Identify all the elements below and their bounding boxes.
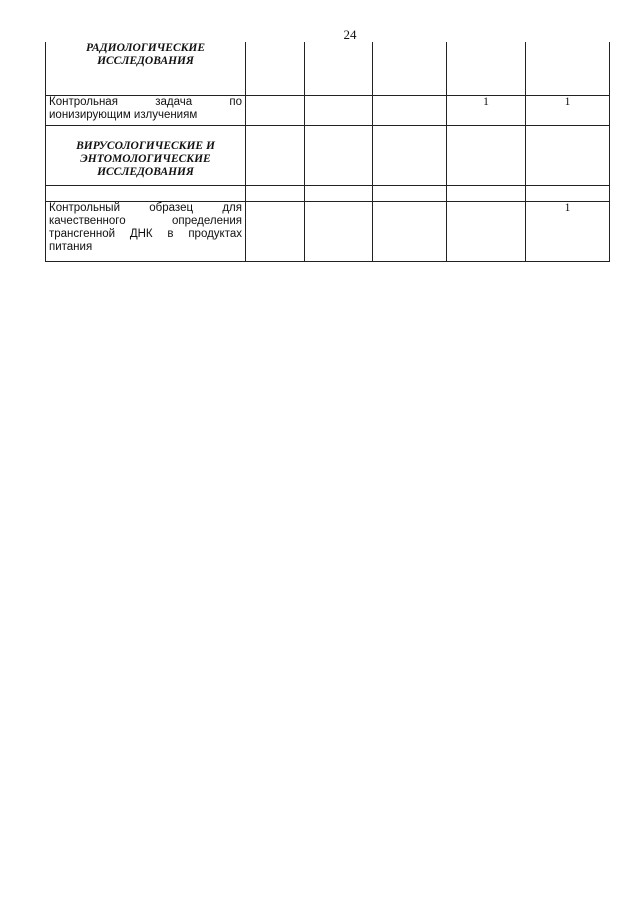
table-cell [246, 42, 305, 95]
table-cell [373, 95, 447, 125]
section-heading-radiology: РАДИОЛОГИЧЕСКИЕ ИССЛЕДОВАНИЯ [46, 42, 246, 95]
section-heading-virology-entomology: ВИРУСОЛОГИЧЕСКИЕ И ЭНТОМОЛОГИЧЕСКИЕ ИССЛЕДОВАНИЯ [46, 125, 246, 185]
page-number: 24 [343, 27, 357, 42]
table-cell-value: 1 [526, 95, 610, 125]
table-cell [373, 125, 447, 185]
table-cell [447, 201, 526, 261]
table-cell [246, 125, 305, 185]
table-cell [305, 201, 373, 261]
table-row [46, 95, 610, 125]
table-cell [305, 185, 373, 201]
item-label-transgenic-dna-sample: Контрольный образец для качественного определения трансгенной ДНК в продуктах питания [46, 201, 246, 261]
table-row [46, 42, 610, 95]
table-cell [447, 125, 526, 185]
table-cell [526, 42, 610, 95]
table-cell [246, 201, 305, 261]
table-cell [373, 185, 447, 201]
item-label-ionizing-radiation-task: Контрольная задача по ионизирующим излучениям [46, 95, 246, 125]
table-cell [526, 125, 610, 185]
table-cell [246, 95, 305, 125]
table-cell [447, 42, 526, 95]
table-cell-value: 1 [526, 201, 610, 261]
table-row [46, 125, 610, 185]
table-cell [373, 42, 447, 95]
table-cell [246, 185, 305, 201]
table-cell [46, 185, 246, 201]
table-cell [305, 42, 373, 95]
table-cell [305, 125, 373, 185]
table-cell [447, 185, 526, 201]
data-table [45, 42, 610, 262]
table-cell [373, 201, 447, 261]
table-cell [305, 95, 373, 125]
table-cell-value: 1 [447, 95, 526, 125]
table-cell [526, 185, 610, 201]
table-row [46, 185, 610, 201]
table-row [46, 201, 610, 261]
